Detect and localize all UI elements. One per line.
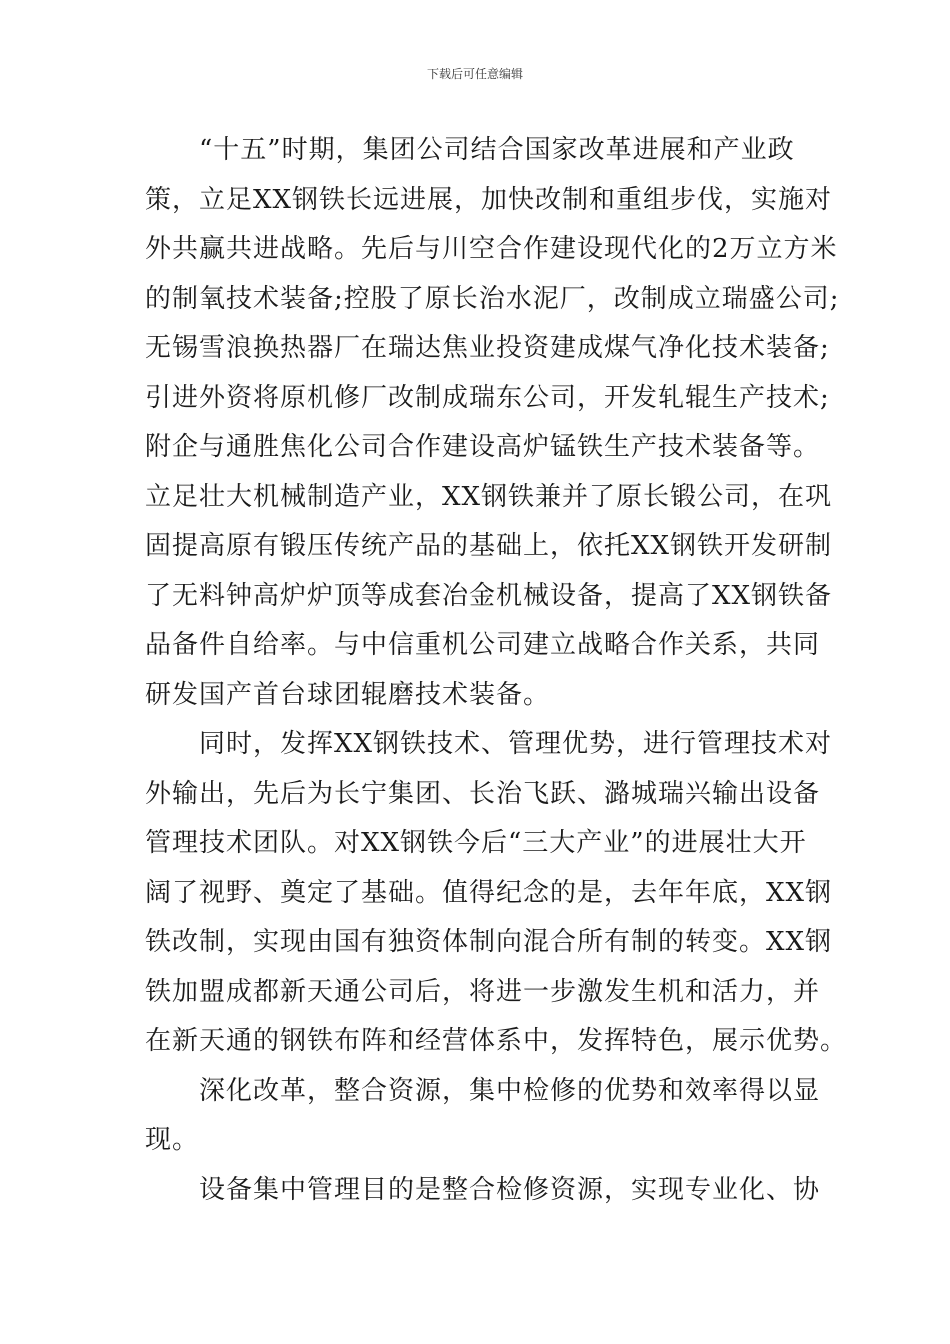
text-line: 管理技术团队。对XX钢铁今后“三大产业”的进展壮大开 [145, 828, 807, 858]
text-line: 铁加盟成都新天通公司后，将进一步激发生机和活力，并 [145, 976, 821, 1007]
text-line: 在新天通的钢铁布阵和经营体系中，发挥特色，展示优势。 [145, 1026, 848, 1056]
text-line: “十五”时期，集团公司结合国家改革进展和产业政 [199, 135, 795, 165]
text-line: 品备件自给率。与中信重机公司建立战略合作关系，共同 [145, 630, 821, 660]
text-line: 设备集中管理目的是整合检修资源，实现专业化、协 [199, 1174, 821, 1205]
document-body [145, 126, 848, 1215]
text-line: 外共赢共进战略。先后与川空合作建设现代化的2万立方米 [145, 234, 838, 264]
text-line: 固提高原有锻压传统产品的基础上，依托XX钢铁开发研制 [145, 531, 833, 561]
text-line: 的制氧技术装备;控股了原长治水泥厂，改制成立瑞盛公司; [145, 283, 840, 314]
text-line: 策，立足XX钢铁长远进展，加快改制和重组步伐，实施对 [145, 184, 833, 215]
text-line: 深化改革，整合资源，集中检修的优势和效率得以显 [199, 1075, 821, 1106]
text-line: 了无料钟高炉炉顶等成套冶金机械设备，提高了XX钢铁备 [145, 580, 833, 611]
page-header: 下载后可任意编辑 [426, 67, 523, 81]
text-line: 同时，发挥XX钢铁技术、管理优势，进行管理技术对 [199, 729, 833, 759]
text-line: 研发国产首台球团辊磨技术装备。 [145, 679, 551, 710]
text-line: 附企与通胜焦化公司合作建设高炉锰铁生产技术装备等。 [145, 432, 821, 462]
text-line: 引进外资将原机修厂改制成瑞东公司，开发轧辊生产技术; [145, 382, 830, 413]
text-line: 阔了视野、奠定了基础。值得纪念的是，去年年底，XX钢 [145, 877, 833, 908]
text-line: 现。 [145, 1125, 200, 1155]
text-line: 无锡雪浪换热器厂在瑞达焦业投资建成煤气净化技术装备; [145, 333, 830, 363]
text-line: 铁改制，实现由国有独资体制向混合所有制的转变。XX钢 [145, 927, 833, 957]
text-line: 外输出，先后为长宁集团、长治飞跃、潞城瑞兴输出设备 [145, 778, 821, 809]
text-line: 立足壮大机械制造产业，XX钢铁兼并了原长锻公司，在巩 [145, 481, 833, 512]
